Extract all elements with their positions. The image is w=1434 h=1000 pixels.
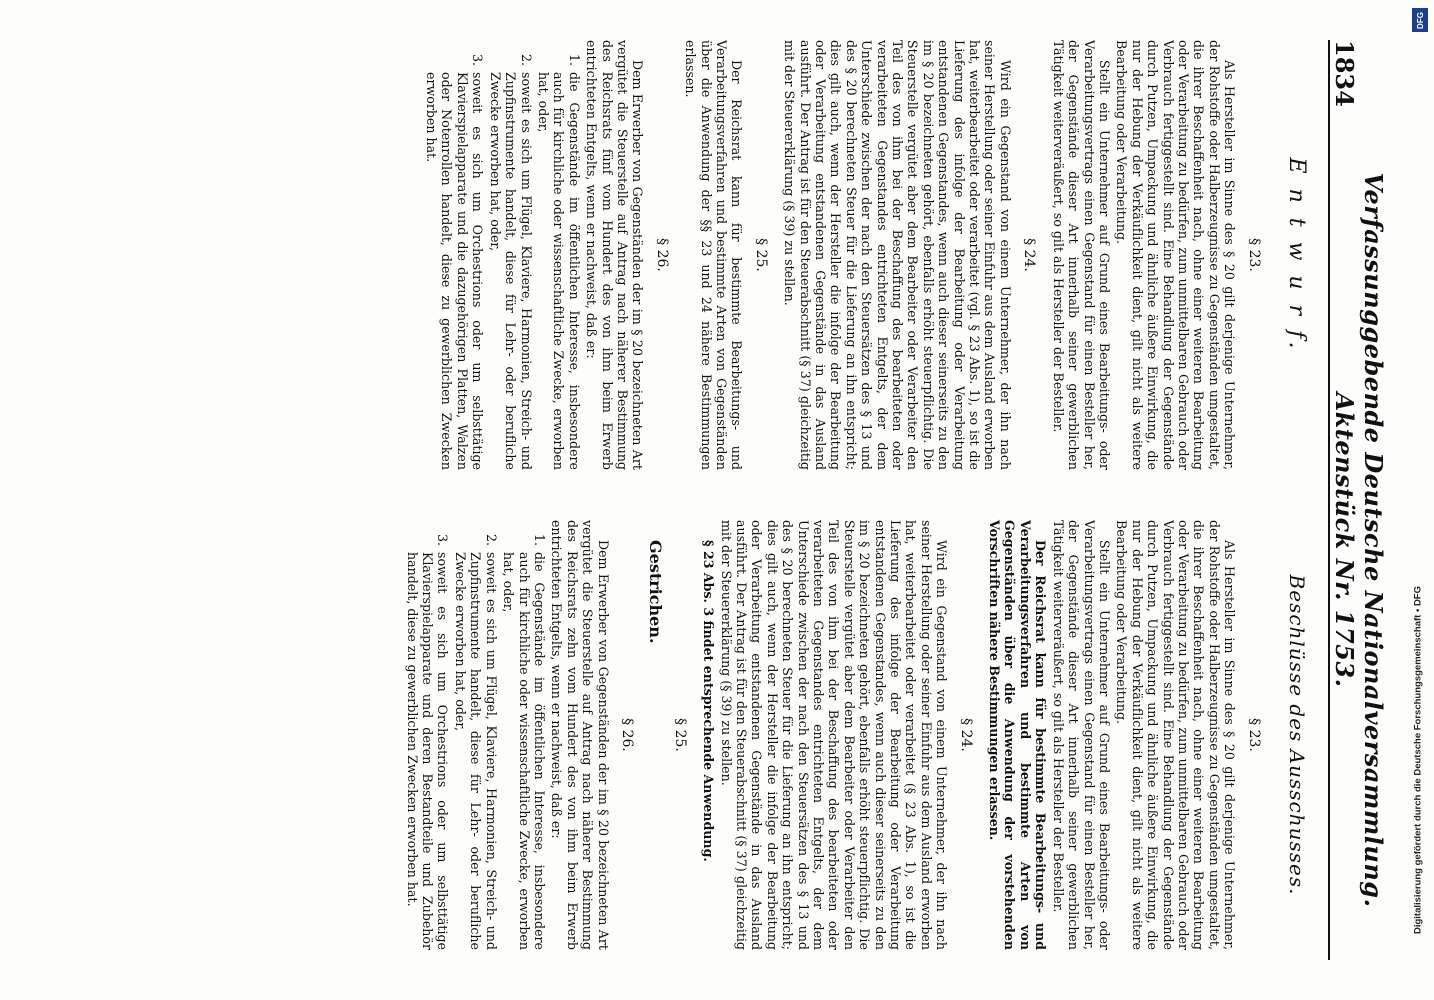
list-text: die Gegenstände im öffentlichen Interesse, insbesondere auch für kirchliche oder wissenschaftliche Zwecke, erworben hat, oder, — [535, 72, 582, 470]
section-24 — [701, 520, 973, 950]
column-heading-entwurf: E n t w u r f. — [1284, 157, 1309, 353]
paragraph: Als Hersteller im Sinne des § 20 gilt derjenige Unternehmer, der Rohstoffe oder Halberzeugnisse zu Gegenständen umgestaltet, die ihrer Beschaffenheit nach, ohne einer weiteren Bearbeitung oder Verarbeitung zu bedürfen, zum unmittelbaren Gebrauch oder Verbrauch fertiggestellt sind. Eine Behandlung der Gegenstände durch Putzen, Umpackung und ähnliche äußere Einwirkung, die nur der Hebung der Verkäuflichkeit dient, gilt nicht als weitere Bearbeitung oder Verarbeitung. — [1114, 40, 1238, 470]
list-number: 1. — [531, 533, 547, 546]
list-item — [424, 40, 486, 470]
list-item — [404, 520, 450, 950]
paragraph-bold: Der Reichsrat kann für bestimmte Bearbeitungs- und Verarbeitungsverfahren und bestimmte Arten von Gegenständen über die Anwendung der vorstehenden Vorschriften nähere Bestimmungen erlassen. — [987, 520, 1049, 950]
paragraph: Dem Erwerber von Gegenständen der im § 20 bezeichneten Art vergütet die Steuerstelle auf Antrag nach näherer Bestimmung des Reichsrats fünf vom Hundert des von ihm beim Erwerb entrichteten Entgelts, wenn er nachweist, daß er: — [584, 40, 646, 470]
paragraph: Wird ein Gegenstand von einem Unternehmer, der ihn nach seiner Herstellung oder seiner Einfuhr aus dem Ausland erworben hat, weiterbearbeitet oder verarbeitet (vgl. § 23 Abs. 1), so ist die Lieferung des infolge der Bearbeitung oder Verarbeitung entstandenen Gegenstandes, wenn auch dieser seinerseits zu den im § 20 bezeichneten gehört, ebenfalls erhöht steuerpflichtig. Die Steuerstelle vergütet aber dem Bearbeiter oder Verarbeiter den Teil des von ihm bei der Beschaffung des bearbeiteten oder verarbeiteten Gegenstandes entrichteten Entgelts, der dem Unterschiede zwischen der nach den Steuersätzen des § 13 und des § 20 berechneten Steuer für die Lieferung an ihn entspricht; dies gilt auch, wenn der Hersteller die infolge der Bearbeitung oder Verarbeitung entstandenen Gegenstände in das Ausland ausführt. Der Antrag ist für den Steuerabschnitt (§ 37) gleichzeitig mit der Steuererklärung (§ 39) zu stellen. — [782, 40, 1013, 470]
list-text: die Gegenstände im öffentlichen Interesse, insbesondere auch für kirchliche oder wissenschaftliche Zwecke, erworben hat, oder, — [501, 552, 547, 950]
dfg-logo — [1412, 8, 1428, 32]
paragraph: Stellt ein Unternehmer auf Grund eines Bearbeitungs- oder Verarbeitungsvertrags einen Gegenstand für einen Besteller her, der Gegenstände dieser Art innerhalb seiner gewerblichen Tätigkeit weiterveräußert, so gilt als Hersteller der Besteller. — [1050, 40, 1112, 470]
section-heading: § 25. — [752, 238, 769, 272]
list-text: soweit es sich um Orchestrions oder um selbsttätige Klavierspielapparate und die dazugehörigen Platten, Walzen oder Notenrollen handelt, diese zu gewerblichen Zwecken erworben hat. — [424, 72, 486, 470]
section-23 — [987, 520, 1261, 950]
section-heading: § 23. — [1245, 238, 1262, 272]
section-heading: § 26. — [618, 718, 635, 752]
page-header — [1328, 40, 1388, 960]
column-entwurf — [410, 40, 1320, 470]
list-text: soweit es sich um Flügel, Klaviere, Harmonien, Streich- und Zupfinstrumente handelt, diese für Lehr- oder berufliche Zwecke erworben hat, oder, — [487, 72, 534, 470]
section-23 — [1050, 40, 1260, 470]
column-beschluesse — [390, 520, 1320, 950]
paragraph: Der Reichsrat kann für bestimmte Bearbeitungs- und Verarbeitungsverfahren und bestimmte Arten von Gegenständen über die Anwendung der §§ 23 und 24 nähere Bestimmungen erlassen. — [683, 40, 745, 470]
section-26 — [404, 520, 634, 950]
list-number: 2. — [518, 53, 534, 66]
dfg-logo-text: DFG — [1415, 11, 1425, 29]
paragraph: Stellt ein Unternehmer auf Grund eines Bearbeitungs- oder Verarbeitungsvertrags einen Gegenstand für einen Besteller her, der Gegenstände dieser Art innerhalb seiner gewerblichen Tätigkeit weiterveräußert, so gilt als Hersteller der Besteller. — [1050, 520, 1112, 950]
section-26 — [424, 40, 669, 470]
list-number: 3. — [470, 53, 486, 66]
list-number: 2. — [483, 533, 499, 546]
list-text: soweit es sich um Flügel, Klaviere, Harmonien, Streich- und Zupfinstrumente handelt, diese für Lehr- oder berufliche Zwecke erworben hat, oder, — [452, 552, 499, 950]
section-heading: § 23. — [1245, 718, 1262, 752]
section-25 — [648, 520, 687, 950]
credit-text: Digitalisierung gefördert durch die Deutsche Forschungsgemeinschaft • DFG — [1412, 585, 1424, 935]
section-heading: § 24. — [1021, 238, 1038, 272]
section-heading: § 26. — [653, 238, 670, 272]
section-heading: § 25. — [671, 718, 688, 752]
section-heading: § 24. — [957, 718, 974, 752]
list-item — [536, 40, 582, 470]
section-24 — [782, 40, 1037, 470]
paragraph: Als Hersteller im Sinne des § 20 gilt derjenige Unternehmer, der Rohstoffe oder Halberzeugnisse zu Gegenständen umgestaltet, die ihrer Beschaffenheit nach, ohne einer weiteren Bearbeitung oder Verarbeitung zu bedürfen, zum unmittelbaren Gebrauch oder Verbrauch fertiggestellt sind. Eine Behandlung der Gegenstände durch Putzen, Umpackung und ähnliche äußere Einwirkung, die nur der Hebung der Verkäuflichkeit dient, gilt nicht als weitere Bearbeitung oder Verarbeitung. — [1114, 520, 1238, 950]
struck-notice: Gestrichen. — [646, 540, 666, 644]
column-heading-beschluesse: Beschlüsse des Ausschusses. — [1285, 574, 1309, 896]
list-item — [453, 520, 499, 950]
list-item — [501, 520, 547, 950]
page-number: 1834 — [1330, 40, 1359, 107]
header-title: Verfassunggebende Deutsche Nationalversammlung. Aktenstück Nr. 1753. — [1330, 172, 1388, 908]
list-item — [487, 40, 533, 470]
paragraph: Dem Erwerber von Gegenständen der im § 20 bezeichneten Art vergütet die Steuerstelle auf Antrag nach näherer Bestimmung des Reichsrats zehn vom Hundert des von ihm beim Erwerb entrichteten Entgelts, wenn er nachweist, daß er: — [549, 520, 611, 950]
section-25 — [683, 40, 768, 470]
paragraph-bold: § 23 Abs. 3 findet entsprechende Anwendung. — [701, 540, 717, 862]
list-number: 3. — [435, 533, 451, 546]
paragraph: Wird ein Gegenstand von einem Unternehmer, der ihn nach seiner Herstellung oder seiner Einfuhr aus dem Ausland erworben hat, weiterbearbeitet oder verarbeitet (§ 23 Abs. 1), so ist die Lieferung des infolge der Bearbeitung oder Verarbeitung entstandenen Gegenstandes, wenn auch dieser seinerseits zu den im § 20 bezeichneten gehört, ebenfalls erhöht steuerpflichtig. Die Steuerstelle vergütet aber dem Bearbeiter oder Verarbeiter den Teil des von ihm bei der Beschaffung des bearbeiteten oder verarbeiteten Gegenstandes entrichteten Entgelts, der dem Unterschiede zwischen der nach den Steuersätzen des § 13 und des § 20 berechneten Steuer für die Lieferung an ihn entspricht; dies gilt auch, wenn der Hersteller die infolge der Bearbeitung oder Verarbeitung entstandenen Gegenstände in das Ausland ausführt. Der Antrag ist für den Steuerabschnitt (§ 37) gleichzeitig mit der Steuererklärung (§ 39) zu stellen. — [718, 520, 950, 950]
digitization-credit — [1406, 520, 1430, 1000]
list-text: soweit es sich um Orchestrions oder um selbsttätige Klavierspielapparate und deren Bestandteile und Zubehör handelt, diese zu gewerblichen Zwecken erworben hat. — [404, 552, 451, 950]
list-number: 1. — [566, 53, 582, 66]
